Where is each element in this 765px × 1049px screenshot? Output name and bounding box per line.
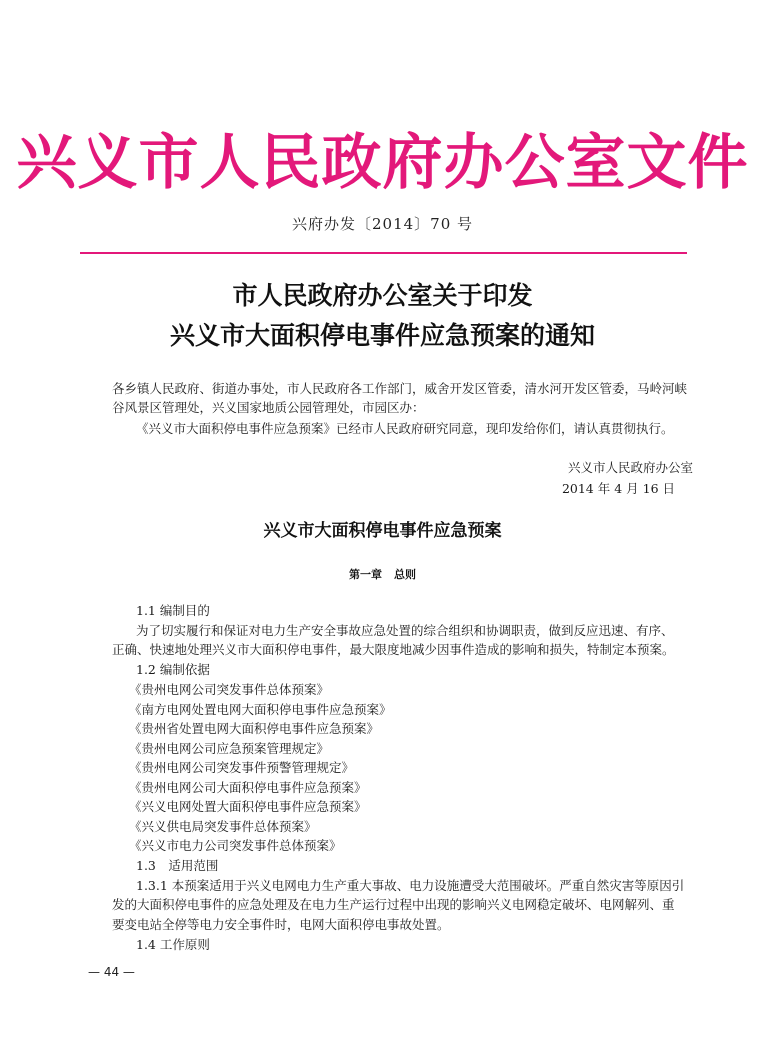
reference-item: 《南方电网处置电网大面积停电事件应急预案》 (129, 702, 392, 717)
section-heading-1-4: 1.4 工作原则 (136, 937, 210, 952)
reference-item: 《贵州电网公司突发事件预警管理规定》 (129, 760, 355, 775)
section-1-3-line-2: 发的大面积停电事件的应急处理及在电力生产运行过程中出现的影响兴义电网稳定破坏、电网解列、重 (112, 897, 675, 912)
reference-item: 《贵州电网公司应急预案管理规定》 (129, 741, 330, 756)
section-heading-1-3: 1.3 适用范围 (136, 858, 219, 873)
section-1-3-line-3: 要变电站全停等电力安全事件时，电网大面积停电事故处置。 (112, 917, 450, 932)
reference-item: 《兴义电网处置大面积停电事件应急预案》 (129, 799, 367, 814)
section-1-3-line-1: 1.3.1 本预案适用于兴义电网电力生产重大事故、电力设施遭受大范围破坏。严重自然灾害等原因引 (136, 878, 685, 893)
signer: 兴义市人民政府办公室 (567, 460, 693, 475)
addressee-line-2: 谷风景区管理处，兴义国家地质公园管理处，市园区办： (112, 400, 425, 415)
notice-title-line-2: 兴义市大面积停电事件应急预案的通知 (169, 321, 595, 350)
reference-item: 《贵州电网公司大面积停电事件应急预案》 (129, 780, 367, 795)
section-heading-1-2: 1.2 编制依据 (136, 662, 210, 677)
reference-item: 《兴义市电力公司突发事件总体预案》 (129, 838, 342, 853)
reference-item: 《贵州电网公司突发事件总体预案》 (129, 682, 330, 697)
chapter-heading (0, 566, 765, 582)
page-number: — 44 — (88, 965, 135, 979)
reference-item: 《兴义供电局突发事件总体预案》 (129, 819, 317, 834)
section-1-1-line-2: 正确、快速地处理兴义市大面积停电事件，最大限度地减少因事件造成的影响和损失，特制定本预案。 (112, 642, 675, 657)
section-heading-1-1: 1.1 编制目的 (136, 603, 210, 618)
notice-body: 《兴义市大面积停电事件应急预案》已经市人民政府研究同意，现印发给你们，请认真贯彻执行。 (136, 421, 674, 436)
chapter-label: 第一章 (349, 568, 382, 581)
document-number: 兴府办发〔2014〕70 号 (291, 215, 474, 233)
addressee-line-1: 各乡镇人民政府、街道办事处，市人民政府各工作部门，威舍开发区管委，清水河开发区管委，马岭河峡 (112, 381, 688, 396)
reference-item: 《贵州省处置电网大面积停电事件应急预案》 (129, 721, 380, 736)
section-1-1-line-1: 为了切实履行和保证对电力生产安全事故应急处置的综合组织和协调职责，做到反应迅速、有序、 (136, 623, 674, 638)
red-divider-line (80, 252, 687, 254)
issuer-header-title: 兴义市人民政府办公室文件 (16, 128, 749, 198)
notice-title-line-1: 市人民政府办公室关于印发 (232, 281, 533, 310)
issue-date: 2014 年 4 月 16 日 (561, 481, 675, 496)
plan-title: 兴义市大面积停电事件应急预案 (263, 521, 502, 541)
chapter-name: 总则 (394, 568, 416, 581)
